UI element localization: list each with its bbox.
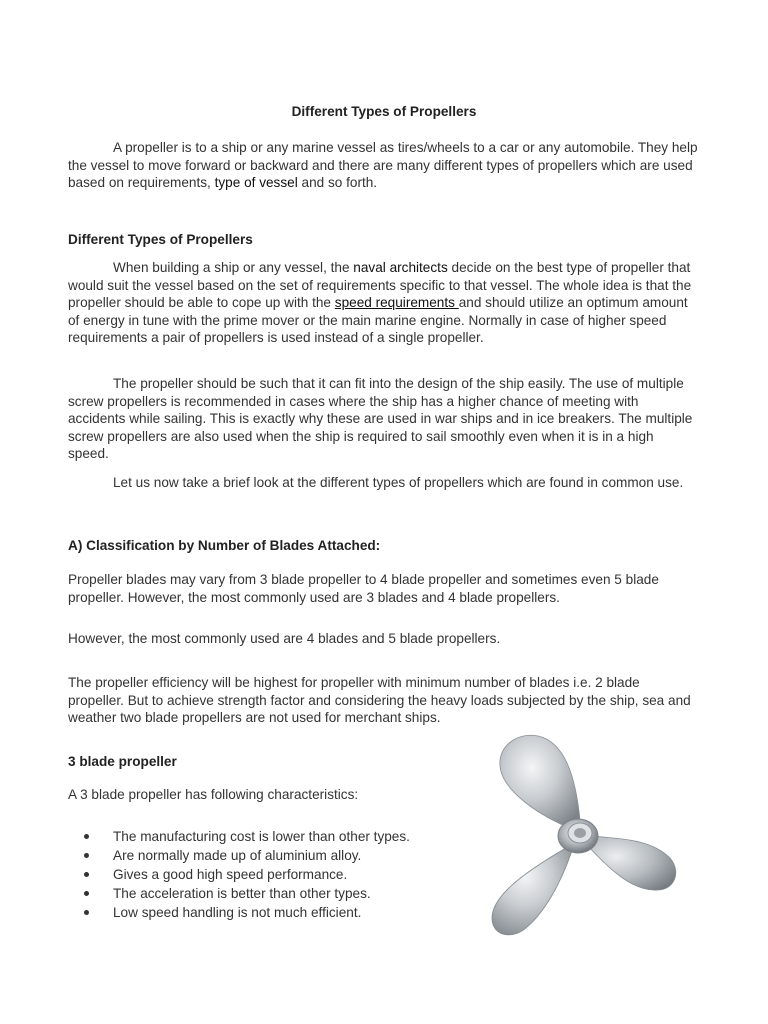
para1-text-a: When building a ship or any vessel, the bbox=[113, 260, 354, 275]
speed-requirements-link[interactable]: speed requirements bbox=[334, 295, 459, 310]
paragraph-brief-look: Let us now take a brief look at the different types of propellers which are found in common use. bbox=[113, 475, 684, 490]
three-blade-propeller-icon bbox=[474, 730, 684, 946]
list-item: The acceleration is better than other types. bbox=[68, 884, 468, 903]
three-blade-characteristics-list bbox=[68, 827, 468, 922]
intro-text-b: and so forth. bbox=[297, 175, 378, 190]
intro-paragraph bbox=[68, 139, 698, 192]
para1-text-c: and should utilize an optimum amount of energy in tune with the prime mover or the main marine engine. Normally in case of higher speed requirements a pair of propellers is used instead of a single propeller. bbox=[68, 295, 688, 345]
three-blade-heading: 3 blade propeller bbox=[68, 754, 177, 769]
list-item: Gives a good high speed performance. bbox=[68, 865, 468, 884]
para1-text-b: decide on the best type of propeller that would suit the vessel based on the set of requirements specific to that vessel. The whole idea is that the propeller should be able to cope up with the bbox=[68, 260, 692, 310]
intro-text-a: A propeller is to a ship or any marine vessel as tires/wheels to a car or any automobile. They help the vessel to move forward or backward and there are many different types of propellers which are used based on requirements, bbox=[68, 140, 698, 190]
list-item: Are normally made up of aluminium alloy. bbox=[68, 846, 468, 865]
paragraph-naval-architects bbox=[68, 259, 698, 347]
three-blade-intro: A 3 blade propeller has following characteristics: bbox=[68, 787, 359, 802]
paragraph-multiple-screw: The propeller should be such that it can fit into the design of the ship easily. The use of multiple screw propellers is recommended in cases where the ship has a higher chance of meeting with accidents while sailing. This is exactly why these are used in war ships and in ice breakers. The multiple screw propellers are also used when the ship is required to sail smoothly even when it is in a high speed. bbox=[68, 376, 693, 461]
classification-heading: A) Classification by Number of Blades Attached: bbox=[68, 538, 381, 553]
naval-architects-link[interactable]: naval architects bbox=[353, 260, 448, 275]
type-of-vessel-link[interactable]: type of vessel bbox=[214, 175, 298, 190]
page-title: Different Types of Propellers bbox=[291, 104, 477, 119]
list-item: Low speed handling is not much efficient. bbox=[68, 903, 468, 922]
paragraph-commonly-used: However, the most commonly used are 4 blades and 5 blade propellers. bbox=[68, 631, 501, 646]
section-heading: Different Types of Propellers bbox=[68, 232, 253, 247]
paragraph-efficiency: The propeller efficiency will be highest for propeller with minimum number of blades i.e. 2 blade propeller. But to achieve strength factor and considering the heavy loads subjected by the ship, sea and weather two blade propellers are not used for merchant ships. bbox=[68, 675, 691, 725]
list-item: The manufacturing cost is lower than other types. bbox=[68, 827, 468, 846]
paragraph-blade-variation: Propeller blades may vary from 3 blade propeller to 4 blade propeller and sometimes even 5 blade propeller. However, the most commonly used are 3 blades and 4 blade propellers. bbox=[68, 572, 659, 605]
